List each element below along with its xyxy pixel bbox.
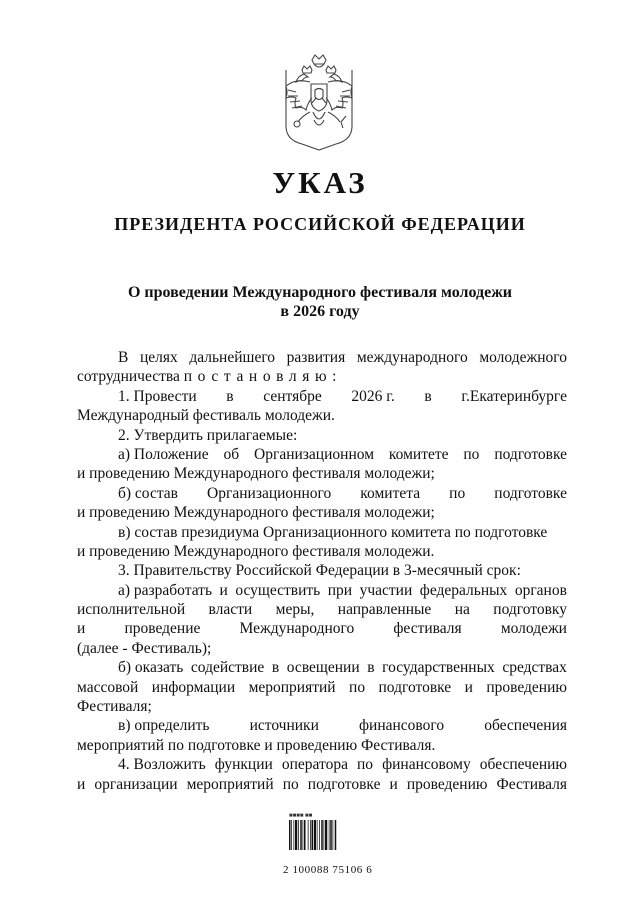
text-line: и проведению Международного фестиваля молодежи; — [77, 504, 435, 522]
word: направленные — [337, 601, 432, 619]
barcode-number: 2 100088 75106 6 — [283, 864, 373, 876]
text-line — [77, 445, 567, 464]
word: по — [463, 445, 480, 463]
word: а) Положение — [118, 445, 209, 463]
text-line — [77, 367, 567, 386]
text-line: Международный фестиваль молодежи. — [77, 407, 335, 425]
text-line — [77, 387, 567, 406]
word: освещении — [286, 659, 360, 677]
word: молодежи — [500, 620, 567, 638]
barcode-bar — [319, 820, 320, 850]
barcode-bar — [310, 820, 311, 850]
word: дальнейшего — [189, 349, 276, 366]
barcode-bar — [289, 820, 291, 850]
text-line: и проведению Международного фестиваля молодежи; — [77, 465, 435, 483]
text-line: 2. Утвердить прилагаемые: — [118, 426, 298, 444]
barcode-bar — [330, 820, 332, 850]
word: сентябре — [263, 387, 322, 405]
word: и — [77, 775, 86, 793]
word: федеральных — [419, 581, 508, 599]
word: Организационного — [207, 484, 332, 502]
word: проведению — [406, 775, 488, 793]
word: в) определить — [118, 717, 210, 735]
word: мероприятий — [248, 678, 336, 696]
word: развития — [286, 349, 346, 366]
word: подготовке — [494, 484, 567, 502]
word: Фестиваля — [496, 775, 567, 793]
decree-heading-line: в 2026 году — [280, 303, 360, 320]
word: комитете — [388, 445, 449, 463]
text-line — [77, 755, 567, 774]
word: проведение — [124, 620, 201, 638]
text-line — [77, 484, 567, 503]
barcode-bar — [295, 820, 297, 850]
word: по — [449, 484, 466, 502]
word: оператора — [281, 756, 348, 774]
text-fragment: сотрудничества — [77, 368, 180, 386]
coat-of-arms-emblem — [280, 50, 358, 152]
word: б) оказать — [118, 659, 184, 677]
word: Международного — [239, 620, 355, 638]
word: в — [226, 387, 234, 405]
word: мероприятий — [186, 775, 274, 793]
word: по — [282, 775, 299, 793]
word: Организационном — [254, 445, 374, 463]
word: массовой — [77, 678, 139, 696]
word: обеспечения — [484, 717, 567, 735]
word: 2026 г. — [351, 387, 395, 405]
text-line: 3. Правительству Российской Федерации в 3-месячный срок: — [118, 562, 521, 580]
word: 4. Возложить — [118, 756, 206, 774]
barcode-bar — [324, 820, 325, 850]
word: осуществить — [235, 581, 321, 599]
text-line — [77, 619, 567, 638]
word: финансового — [359, 717, 445, 735]
word: г.Екатеринбурге — [461, 387, 567, 405]
word: информации — [151, 678, 236, 696]
decree-body — [77, 348, 567, 794]
document-title: УКАЗ — [272, 165, 368, 200]
word: подготовке — [378, 678, 452, 696]
word: участии — [359, 581, 413, 599]
word: б) состав — [118, 484, 178, 502]
barcode-caption-marks: ■■■■ ■■ — [289, 813, 313, 819]
word: меры, — [275, 601, 315, 619]
word: подготовке — [307, 775, 381, 793]
text-line: мероприятий по подготовке и проведению Фестиваля. — [77, 736, 436, 754]
word: власти — [208, 601, 253, 619]
barcode-bar — [303, 820, 304, 850]
word: и — [464, 678, 473, 696]
word: об — [223, 445, 240, 463]
text-line — [77, 775, 567, 794]
word: по — [349, 678, 366, 696]
barcode-bar — [317, 820, 318, 850]
barcode-bar — [298, 820, 299, 850]
barcode-bar — [294, 820, 295, 850]
barcode-bar — [308, 820, 309, 850]
barcode-bar — [300, 820, 302, 850]
text-line — [77, 348, 567, 367]
text-line — [77, 581, 567, 600]
word: при — [327, 581, 353, 599]
barcode-icon — [289, 820, 353, 850]
word: В — [118, 349, 129, 366]
barcode-bar — [329, 820, 330, 850]
word: по — [357, 756, 374, 774]
barcode-bar — [291, 820, 292, 850]
word: подготовку — [493, 601, 567, 619]
text-line: Фестиваля; — [77, 698, 152, 716]
decree-heading-line: О проведении Международного фестиваля молодежи — [127, 284, 513, 301]
word: подготовке — [494, 445, 567, 463]
word: в — [271, 659, 280, 677]
word: обеспечению — [479, 756, 567, 774]
barcode-bar — [304, 820, 306, 850]
word: целях — [139, 349, 178, 366]
word: органов — [514, 581, 567, 599]
word: и — [389, 775, 398, 793]
barcode-bar — [333, 820, 334, 850]
word: 1. Провести — [118, 387, 197, 405]
word: молодежного — [479, 349, 567, 366]
word: проведению — [486, 678, 567, 696]
barcode-bar — [335, 820, 337, 850]
word: содействие — [190, 659, 265, 677]
text-line: (далее - Фестиваль); — [77, 639, 212, 657]
word: функции — [214, 756, 273, 774]
word: и — [77, 620, 86, 638]
text-line: в) состав президиума Организационного комитета по подготовке — [118, 523, 548, 541]
decree-heading — [0, 283, 640, 321]
text-line — [77, 716, 567, 735]
word: международного — [356, 349, 468, 366]
barcode-bar — [321, 820, 323, 850]
word: источники — [249, 717, 319, 735]
barcode-bar — [314, 820, 316, 850]
word: в — [367, 659, 375, 677]
text-line: и проведению Международного фестиваля молодежи. — [77, 542, 435, 560]
text-line — [77, 600, 567, 619]
document-subtitle: ПРЕЗИДЕНТА РОССИЙСКОЙ ФЕДЕРАЦИИ — [114, 214, 526, 234]
document-barcode — [283, 813, 373, 876]
word: комитета — [360, 484, 421, 502]
barcode-bar — [312, 820, 314, 850]
word: фестиваля — [393, 620, 462, 638]
text-line — [77, 658, 567, 677]
word: финансовому — [382, 756, 471, 774]
barcode-bar — [325, 820, 327, 850]
word: на — [454, 601, 470, 619]
text-line — [77, 678, 567, 697]
word: в — [424, 387, 432, 405]
double-headed-eagle-icon — [280, 50, 358, 152]
word: средствах — [502, 659, 567, 677]
word: а) разработать — [118, 581, 213, 599]
word: исполнительной — [77, 601, 186, 619]
word: и — [219, 581, 228, 599]
word: государственных — [382, 659, 495, 677]
spaced-verb: постановляю: — [183, 368, 343, 386]
word: организации — [94, 775, 178, 793]
